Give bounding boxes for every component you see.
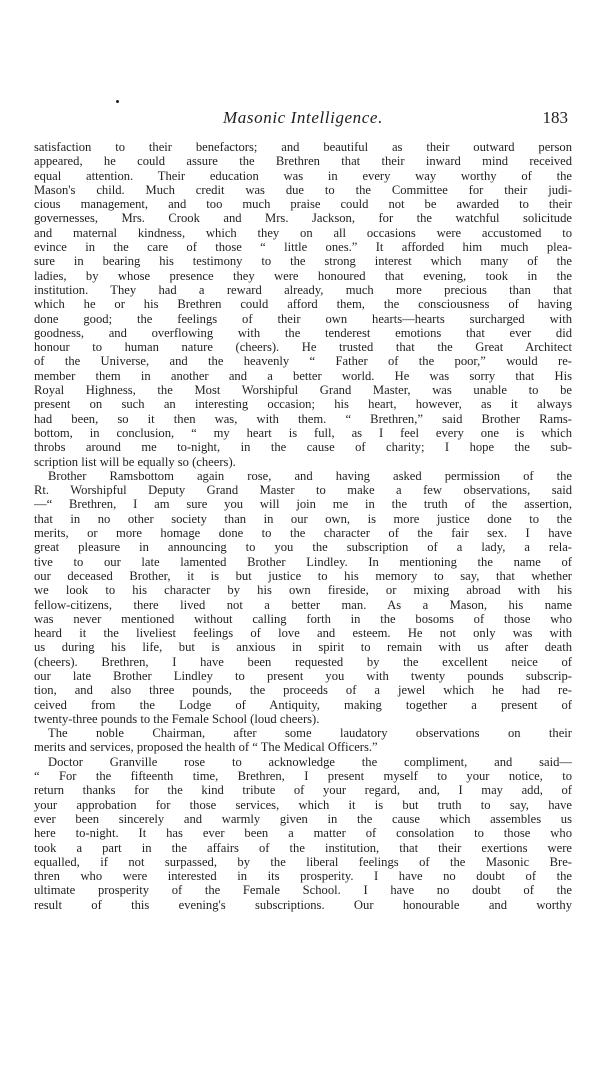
- text-line: governesses, Mrs. Crook and Mrs. Jackson, for the watchful solicitude: [34, 211, 572, 226]
- text-line: your approbation for those services, which it is but truth to say, have: [34, 797, 572, 812]
- text-line: (cheers). Brethren, I have been requested by the excellent neice of: [34, 654, 572, 669]
- text-line: fellow-citizens, there lived not a better man. As a Mason, his name: [34, 597, 572, 612]
- text-line: The noble Chairman, after some laudatory observations on their: [48, 726, 572, 741]
- text-line: return thanks for the kind tribute of your regard, and, I may add, of: [34, 783, 572, 798]
- text-line: goodness, and overflowing with the tenderest emotions that ever did: [34, 325, 572, 340]
- text-line: equal attention. Their education was in every way worthy of the: [34, 168, 572, 183]
- text-line: scription list will be equally so (cheers).: [34, 454, 236, 469]
- text-line: ceived from the Lodge of Antiquity, making together a present of: [34, 697, 572, 712]
- text-line: which he or his Brethren could afford them, the consciousness of having: [34, 297, 572, 312]
- text-line: took a part in the affairs of the institution, that their exertions were: [34, 840, 572, 855]
- text-line: of the Universe, and the heavenly “ Father of the poor,” would re-: [34, 354, 572, 369]
- text-line: member them in another and a better world. He was sorry that His: [34, 368, 572, 383]
- text-line: Brother Ramsbottom again rose, and having asked permission of the: [48, 468, 572, 483]
- text-line: throbs around me to-night, in the cause of charity; I hope the sub-: [34, 440, 572, 455]
- text-line: cious management, and too much praise could not be awarded to their: [34, 197, 572, 212]
- text-line: ladies, by whose presence they were honoured that evening, took in the: [34, 268, 572, 283]
- article-body: [34, 140, 572, 912]
- text-line: —“ Brethren, I am sure you will join me in the truth of the assertion,: [34, 497, 572, 512]
- text-line: tion, and also three pounds, the proceeds of a jewel which he had re-: [34, 683, 572, 698]
- page-header: [34, 108, 572, 132]
- text-line: appeared, he could assure the Brethren that their inward mind received: [34, 154, 572, 169]
- text-line: our deceased Brother, it is but justice to his memory to say, that whether: [34, 568, 572, 583]
- text-line: merits, or more homage done to the character of the fair sex. I have: [34, 526, 572, 541]
- text-line: sure in bearing his testimony to the strong interest which many of the: [34, 254, 572, 269]
- text-line: Royal Highness, the Most Worshipful Grand Master, was unable to be: [34, 383, 572, 398]
- text-line: here to-night. It has ever been a matter of consolation to those who: [34, 826, 572, 841]
- text-line: we look to his character by his own fireside, or mixing abroad with his: [34, 583, 572, 598]
- running-title: Masonic Intelligence.: [223, 108, 383, 127]
- text-line: our late Brother Lindley to present you with twenty pounds subscrip-: [34, 668, 572, 683]
- text-line: Mason's child. Much credit was due to the Committee for their judi-: [34, 182, 572, 197]
- text-line: heard it the liveliest feelings of love and esteem. He not only was with: [34, 626, 572, 641]
- page-number: 183: [542, 108, 568, 127]
- text-line: had been, so it then was, with them. “ Brethren,” said Brother Rams-: [34, 411, 572, 426]
- text-line: institution. They had a reward already, much more precious than that: [34, 282, 572, 297]
- text-line: great pleasure in announcing to you the subscription of a lady, a rela-: [34, 540, 572, 555]
- text-line: satisfaction to their benefactors; and beautiful as their outward person: [34, 140, 572, 154]
- text-line: that in no other society than in our own, is more justice done to the: [34, 511, 572, 526]
- text-line: result of this evening's subscriptions. Our honourable and worthy: [34, 897, 572, 912]
- text-line: tive to our late lamented Brother Lindley. In mentioning the name of: [34, 554, 572, 569]
- text-line: twenty-three pounds to the Female School (loud cheers).: [34, 711, 320, 726]
- text-line: “ For the fifteenth time, Brethren, I present myself to your notice, to: [34, 769, 572, 784]
- text-line: and maternal kindness, which they on all occasions were accustomed to: [34, 225, 572, 240]
- ink-speck: [116, 100, 119, 103]
- text-line: thren who were interested in its prosperity. I have no doubt of the: [34, 869, 572, 884]
- text-line: Doctor Granville rose to acknowledge the compliment, and said—: [48, 754, 572, 769]
- text-line: was never mentioned without calling forth in the bosoms of those who: [34, 611, 572, 626]
- text-line: honour to human nature (cheers). He trusted that the Great Architect: [34, 340, 572, 355]
- text-line: present on such an interesting occasion; his heart, however, as it always: [34, 397, 572, 412]
- text-line: Rt. Worshipful Deputy Grand Master to make a few observations, said: [34, 483, 572, 498]
- text-line: ever been sincerely and warmly given in the cause which assembles us: [34, 811, 572, 826]
- text-line: done good; the feelings of their own hearts—hearts surcharged with: [34, 311, 572, 326]
- text-line: bottom, in conclusion, “ my heart is full, as I feel every one is which: [34, 425, 572, 440]
- text-line: equalled, if not surpassed, by the liberal feelings of the Masonic Bre-: [34, 854, 572, 869]
- text-line: evince in the care of those “ little ones.” It afforded him much plea-: [34, 240, 572, 255]
- text-line: merits and services, proposed the health of “ The Medical Officers.”: [34, 740, 378, 755]
- text-line: ultimate prosperity of the Female School. I have no doubt of the: [34, 883, 572, 898]
- text-line: us during his life, but is anxious in spirit to remain with us after death: [34, 640, 572, 655]
